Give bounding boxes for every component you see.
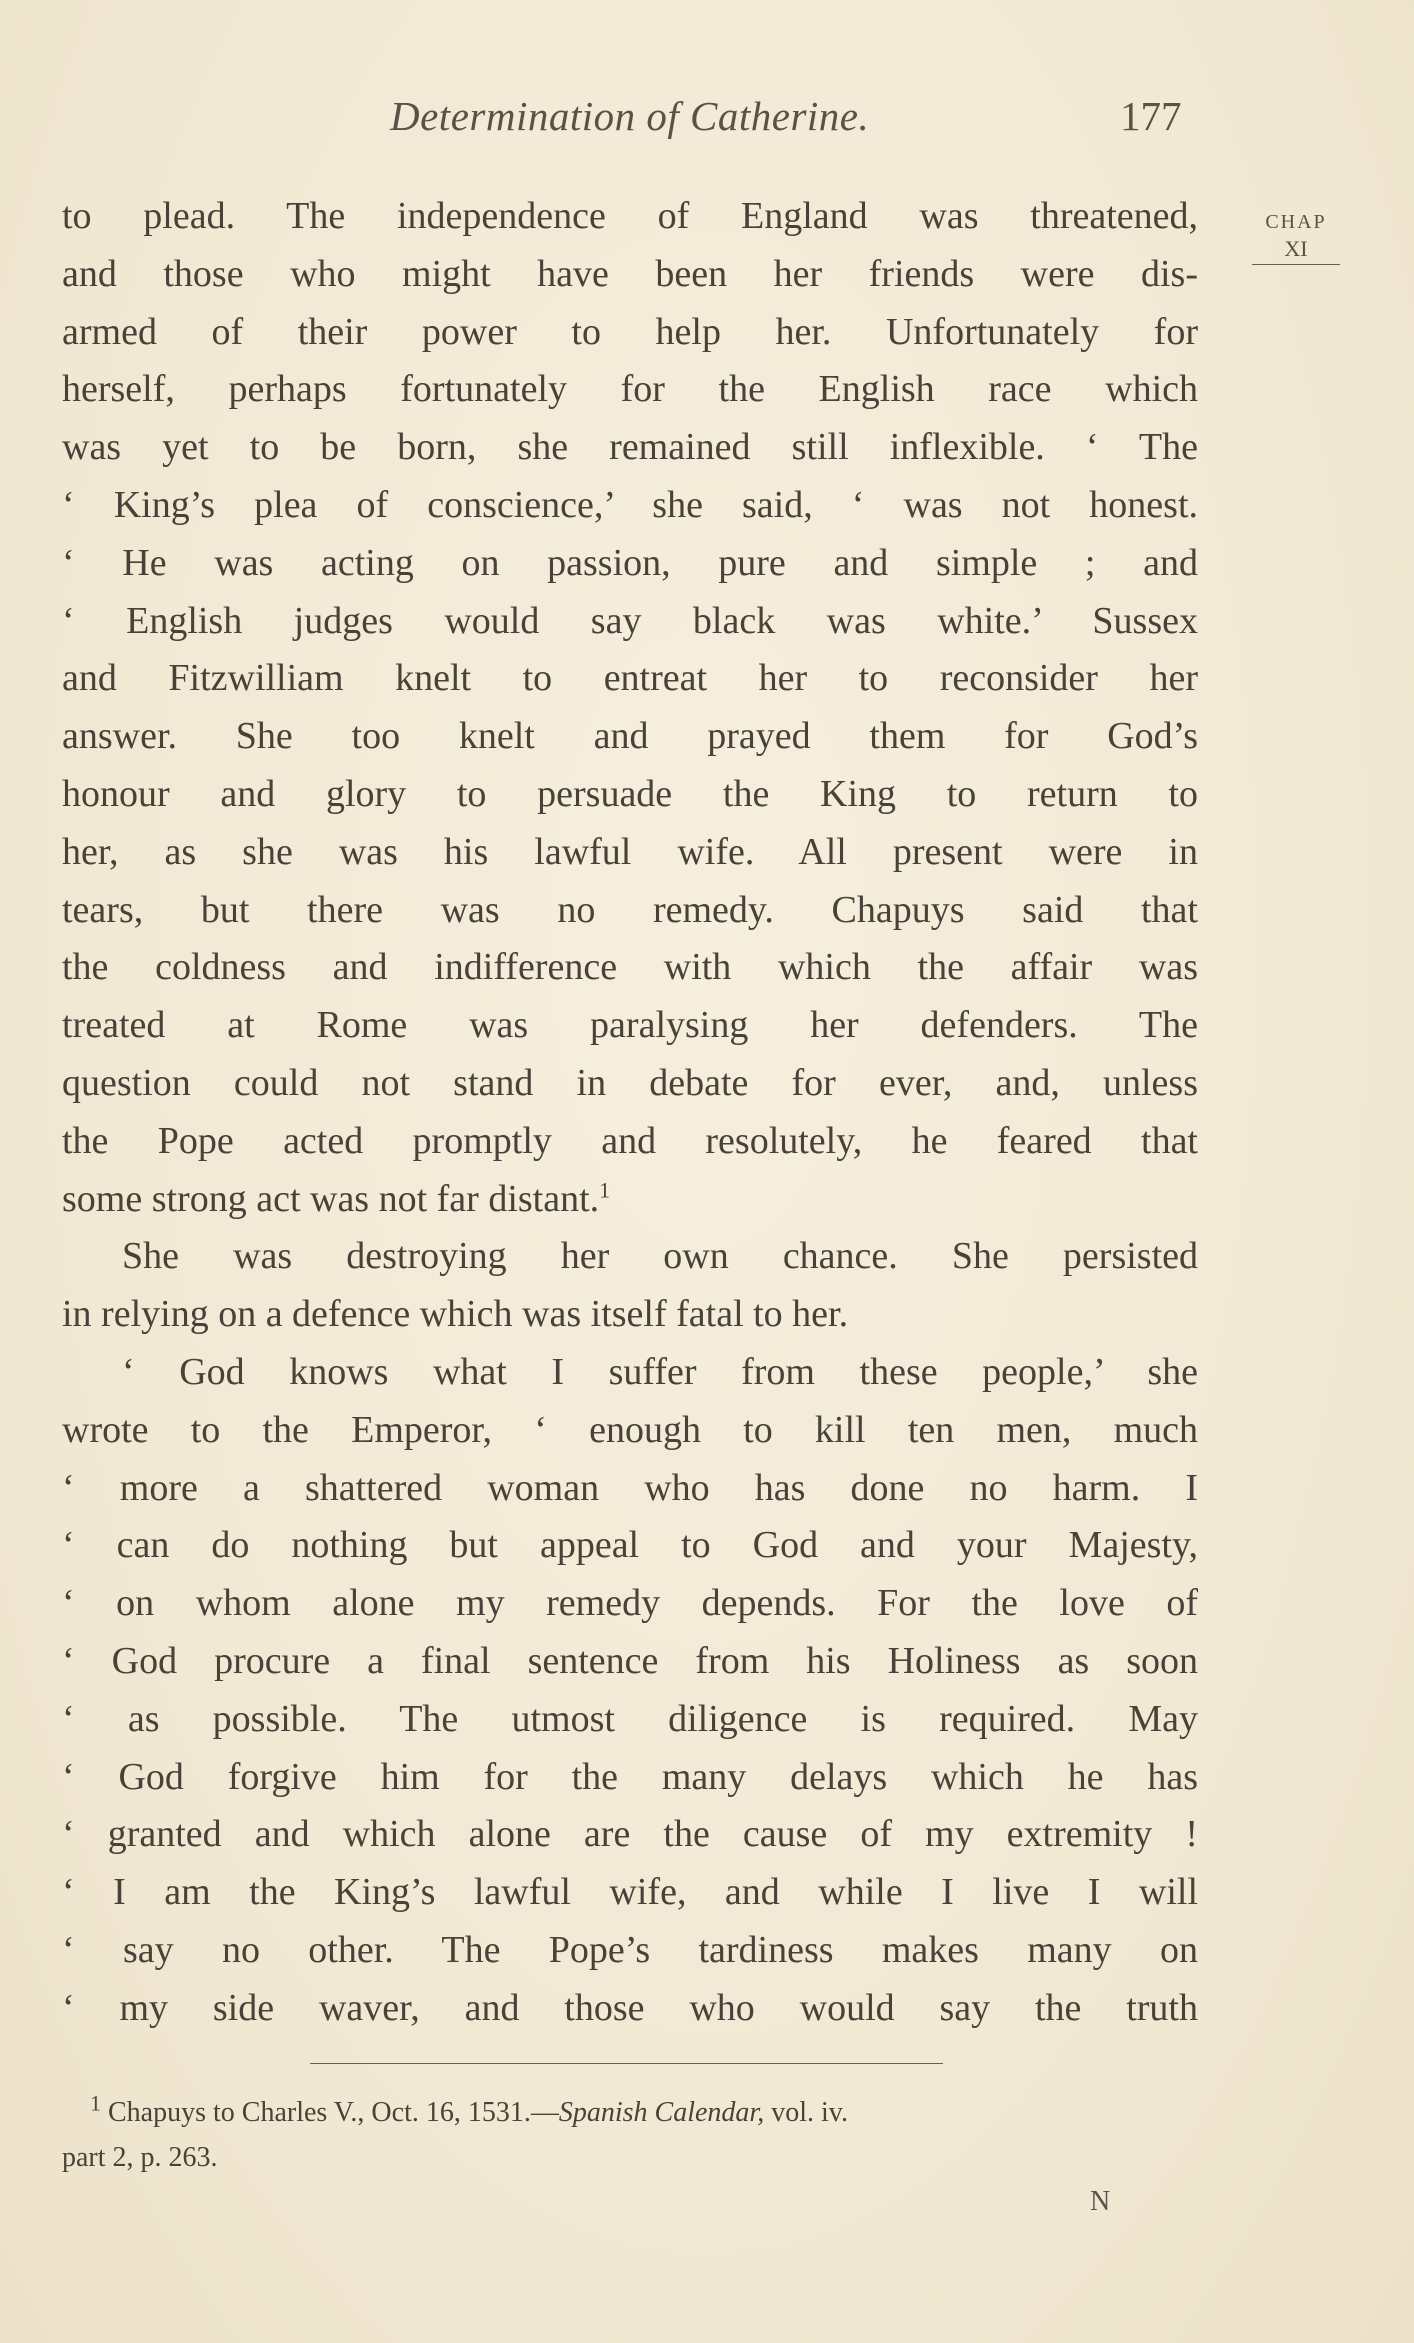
footnote-volume: vol. iv. (764, 2097, 848, 2128)
text-line: ‘ God knows what I suffer from these people,’ she (122, 1350, 1198, 1393)
text-line: wrote to the Emperor, ‘ enough to kill ten men, much (62, 1408, 1198, 1451)
footnote (62, 2090, 1198, 2180)
footnote-citation: Chapuys to Charles V., Oct. 16, 1531.— (108, 2097, 559, 2128)
text-line: armed of their power to help her. Unfortunately for (62, 310, 1198, 353)
chapter-number: XI (1252, 238, 1340, 265)
text-line: ‘ more a shattered woman who has done no harm. I (62, 1466, 1198, 1509)
text-line-content: some strong act was not far distant. (62, 1177, 600, 1220)
footnote-source-title: Spanish Calendar, (558, 2097, 765, 2128)
text-line: to plead. The independence of England was threatened, (62, 195, 1198, 237)
text-line: ‘ I am the King’s lawful wife, and while I live I will (62, 1871, 1198, 1914)
text-line: answer. She too knelt and prayed them for God’s (62, 715, 1198, 758)
text-line: ‘ King’s plea of conscience,’ she said, ‘ was not honest. (62, 483, 1198, 526)
text-line: question could not stand in debate for ever, and, unless (62, 1061, 1198, 1104)
text-line: ‘ on whom alone my remedy depends. For the love of (62, 1582, 1198, 1625)
page-number: 177 (1120, 93, 1182, 139)
text-line: ‘ can do nothing but appeal to God and your Majesty, (62, 1524, 1198, 1567)
text-line: herself, perhaps fortunately for the English race which (62, 368, 1198, 411)
text-line-with-footnote (62, 1171, 1198, 1229)
body-text (62, 188, 1198, 2038)
footnote-marker: 1 (90, 2090, 101, 2116)
text-line: the coldness and indifference with which the affair was (62, 946, 1198, 989)
footnote-divider (310, 2063, 943, 2064)
text-line: ‘ as possible. The utmost diligence is required. May (62, 1697, 1198, 1740)
text-line: ‘ say no other. The Pope’s tardiness makes many on (62, 1928, 1198, 1971)
text-line: ‘ granted and which alone are the cause of my extremity ! (62, 1813, 1198, 1856)
text-line: tears, but there was no remedy. Chapuys said that (62, 888, 1198, 931)
text-line: ‘ God forgive him for the many delays which he has (62, 1755, 1198, 1798)
text-line: ‘ God procure a final sentence from his Holiness as soon (62, 1639, 1198, 1682)
text-line: ‘ He was acting on passion, pure and simple ; and (62, 541, 1198, 584)
text-line: was yet to be born, she remained still inflexible. ‘ The (62, 426, 1198, 469)
chapter-label: CHAP (1265, 211, 1327, 233)
footnote-reference: 1 (599, 1176, 611, 1202)
text-line: ‘ my side waver, and those who would say the truth (62, 1986, 1198, 2029)
signature-mark: N (1090, 2186, 1111, 2217)
text-line: and those who might have been her friends were dis- (62, 252, 1198, 295)
text-line: ‘ English judges would say black was white.’ Sussex (62, 599, 1198, 642)
text-line: and Fitzwilliam knelt to entreat her to reconsider her (62, 657, 1198, 700)
footnote-line-2: part 2, p. 263. (62, 2142, 218, 2173)
text-line: treated at Rome was paralysing her defenders. The (62, 1004, 1198, 1047)
text-line: honour and glory to persuade the King to return to (62, 772, 1198, 815)
text-line: her, as she was his lawful wife. All present were in (62, 830, 1198, 873)
running-head: Determination of Catherine. (390, 93, 870, 139)
chapter-margin-note (1252, 212, 1340, 265)
text-line: She was destroying her own chance. She persisted (122, 1235, 1198, 1278)
text-line: in relying on a defence which was itself fatal to her. (62, 1293, 849, 1336)
footnote-line-1 (62, 2090, 1198, 2135)
text-line: the Pope acted promptly and resolutely, he feared that (62, 1119, 1198, 1162)
